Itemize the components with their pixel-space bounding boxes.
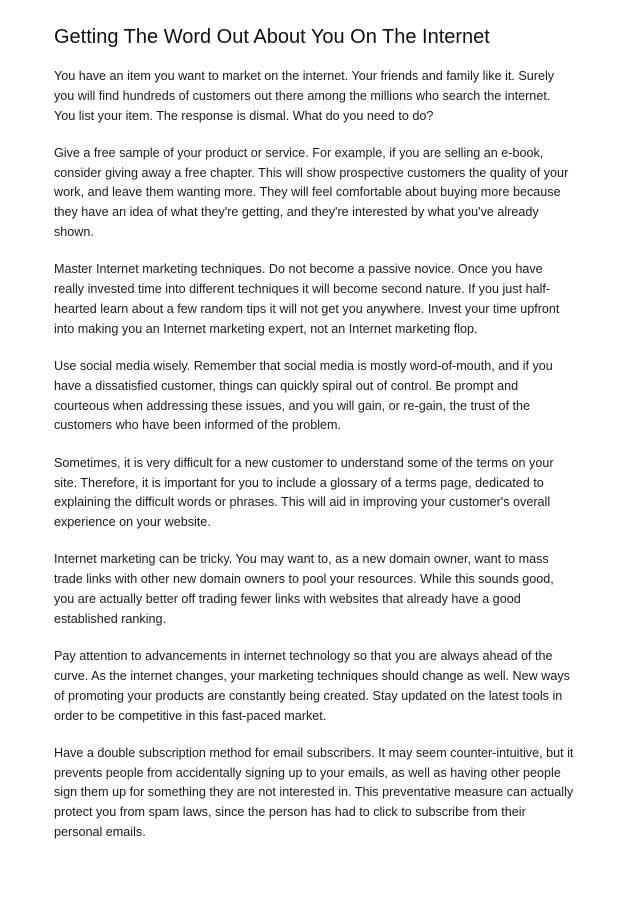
paragraph-line: trade links with other new domain owners to pool your resources. While this sounds good, [54, 572, 554, 587]
paragraph [54, 744, 594, 843]
paragraph-line: site. Therefore, it is important for you to include a glossary of a terms page, dedicated to [54, 475, 544, 490]
paragraph-line: curve. As the internet changes, your marketing techniques should change as well. New ways [54, 668, 570, 683]
paragraph [54, 454, 594, 533]
paragraph-line: courteous when addressing these issues, and you will gain, or re-gain, the trust of the [54, 398, 531, 413]
paragraph-line: protect you from spam laws, since the person has had to click to subscribe from their [54, 805, 526, 820]
paragraph-line: Internet marketing can be tricky. You may want to, as a new domain owner, want to mass [54, 552, 549, 567]
paragraph-line: Pay attention to advancements in internet technology so that you are always ahead of the [54, 649, 553, 664]
paragraph-line: consider giving away a free chapter. This will show prospective customers the quality of your [54, 165, 569, 180]
paragraph-line: Use social media wisely. Remember that social media is mostly word-of-mouth, and if you [54, 359, 553, 374]
document-body [54, 67, 594, 843]
paragraph-line: prevents people from accidentally signing up to your emails, as well as having other people [54, 765, 561, 780]
paragraph-line: into making you an Internet marketing expert, not an Internet marketing flop. [54, 321, 478, 336]
paragraph-line: you will find hundreds of customers out there among the millions who search the internet. [54, 88, 551, 103]
paragraph-line: explaining the difficult words or phrases. This will aid in improving your customer's overall [54, 495, 551, 510]
paragraph [54, 357, 594, 436]
paragraph-line: have a dissatisfied customer, things can quickly spiral out of control. Be prompt and [54, 378, 519, 393]
paragraph-line: experience on your website. [54, 515, 211, 530]
paragraph-line: shown. [54, 225, 94, 240]
paragraph [54, 144, 594, 243]
paragraph-line: really invested time into different techniques it will become second nature. If you just half- [54, 282, 551, 297]
paragraph-line: Sometimes, it is very difficult for a new customer to understand some of the terms on your [54, 455, 554, 470]
paragraph-line: hearted learn about a few random tips it will not get you anywhere. Invest your time upfront [54, 301, 560, 316]
paragraph [54, 260, 594, 339]
paragraph-line: order to be competitive in this fast-paced market. [54, 708, 327, 723]
paragraph-line: You have an item you want to market on the internet. Your friends and family like it. Surely [54, 69, 555, 83]
paragraph-line: personal emails. [54, 825, 146, 839]
document-title: Getting The Word Out About You On The Internet [54, 26, 490, 48]
paragraph [54, 550, 594, 629]
paragraph-line: customers who have been informed of the problem. [54, 418, 342, 433]
paragraph-line: work, and leave them wanting more. They will feel comfortable about buying more because [54, 185, 561, 200]
paragraph [54, 67, 594, 126]
paragraph-line: you are actually better off trading fewer links with websites that already have a good [54, 592, 521, 607]
paragraph-line: Have a double subscription method for email subscribers. It may seem counter-intuitive, but it [54, 745, 574, 760]
paragraph [54, 647, 594, 726]
paragraph-line: Master Internet marketing techniques. Do not become a passive novice. Once you have [54, 262, 543, 277]
paragraph-line: Give a free sample of your product or service. For example, if you are selling an e-book, [54, 145, 544, 160]
document-page [54, 24, 594, 860]
paragraph-line: established ranking. [54, 611, 167, 626]
paragraph-line: You list your item. The response is dismal. What do you need to do? [54, 108, 434, 123]
paragraph-line: sign them up for something they are not interested in. This preventative measure can actually [54, 785, 574, 800]
paragraph-line: they have an idea of what they're getting, and they're interested by what you've already [54, 205, 539, 220]
paragraph-line: of promoting your products are constantly being created. Stay updated on the latest tools in [54, 688, 563, 703]
